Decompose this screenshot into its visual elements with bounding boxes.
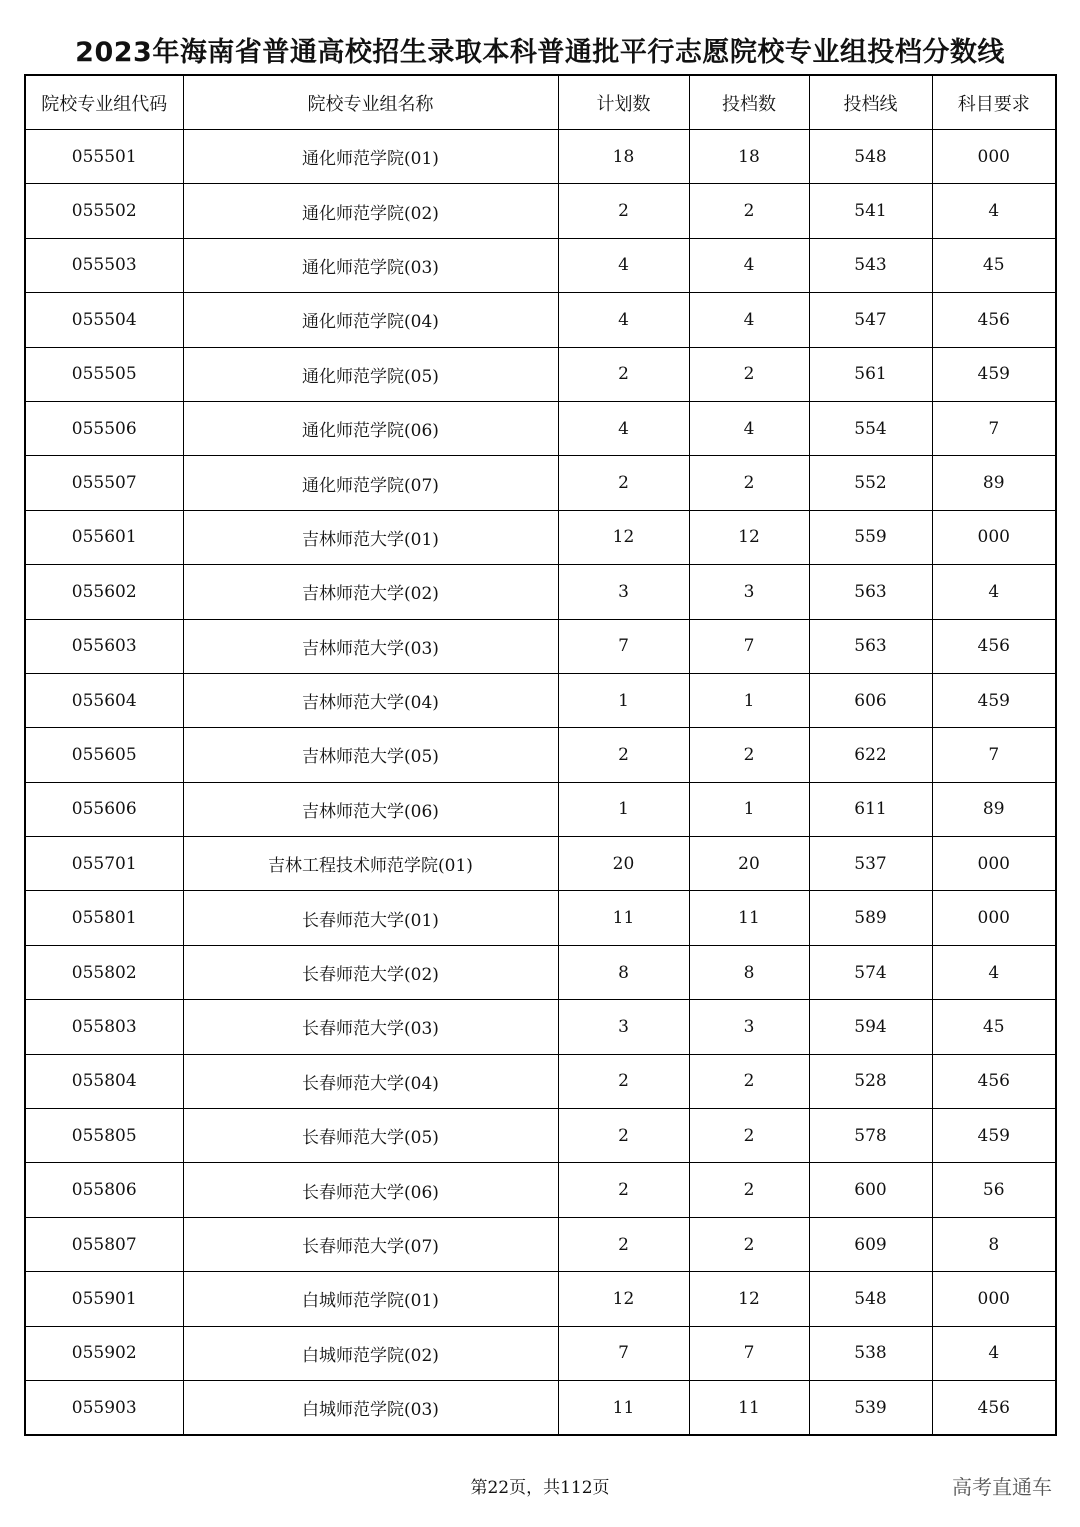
- cell-subject-req: 000: [932, 510, 1056, 564]
- cell-code: 055601: [25, 510, 183, 564]
- cell-score-line: 561: [809, 347, 932, 401]
- cell-admitted: 3: [689, 1000, 809, 1054]
- cell-admitted: 2: [689, 1217, 809, 1271]
- cell-score-line: 589: [809, 891, 932, 945]
- cell-subject-req: 000: [932, 130, 1056, 184]
- cell-name: 白城师范学院(02): [183, 1326, 558, 1380]
- table-row: [25, 456, 1056, 510]
- cell-score-line: 528: [809, 1054, 932, 1108]
- cell-score-line: 563: [809, 565, 932, 619]
- table-row: [25, 293, 1056, 347]
- cell-score-line: 537: [809, 837, 932, 891]
- cell-subject-req: 456: [932, 293, 1056, 347]
- watermark: 高考直通车: [952, 1475, 1052, 1499]
- page-number: 第22页，共112页: [470, 1478, 610, 1498]
- cell-admitted: 11: [689, 1380, 809, 1435]
- cell-code: 055802: [25, 945, 183, 999]
- cell-name: 长春师范大学(07): [183, 1217, 558, 1271]
- table-row: [25, 1054, 1056, 1108]
- cell-admitted: 4: [689, 238, 809, 292]
- cell-score-line: 606: [809, 673, 932, 727]
- cell-admitted: 12: [689, 1272, 809, 1326]
- cell-subject-req: 56: [932, 1163, 1056, 1217]
- cell-subject-req: 459: [932, 673, 1056, 727]
- table-row: [25, 184, 1056, 238]
- cell-admitted: 8: [689, 945, 809, 999]
- column-header-subject-req: 科目要求: [932, 75, 1056, 130]
- cell-subject-req: 89: [932, 456, 1056, 510]
- cell-admitted: 20: [689, 837, 809, 891]
- column-header-score-line: 投档线: [809, 75, 932, 130]
- cell-code: 055801: [25, 891, 183, 945]
- cell-code: 055803: [25, 1000, 183, 1054]
- cell-admitted: 7: [689, 1326, 809, 1380]
- table-body: [25, 130, 1056, 1436]
- cell-code: 055903: [25, 1380, 183, 1435]
- cell-admitted: 18: [689, 130, 809, 184]
- cell-code: 055503: [25, 238, 183, 292]
- cell-admitted: 4: [689, 401, 809, 455]
- table-row: [25, 1000, 1056, 1054]
- table-row: [25, 347, 1056, 401]
- cell-admitted: 2: [689, 347, 809, 401]
- cell-admitted: 1: [689, 782, 809, 836]
- cell-name: 通化师范学院(05): [183, 347, 558, 401]
- cell-plan: 8: [558, 945, 689, 999]
- cell-admitted: 2: [689, 184, 809, 238]
- cell-code: 055902: [25, 1326, 183, 1380]
- table-row: [25, 401, 1056, 455]
- cell-plan: 7: [558, 619, 689, 673]
- cell-name: 吉林师范大学(06): [183, 782, 558, 836]
- cell-admitted: 2: [689, 1163, 809, 1217]
- cell-score-line: 538: [809, 1326, 932, 1380]
- cell-code: 055506: [25, 401, 183, 455]
- table-row: [25, 565, 1056, 619]
- cell-admitted: 7: [689, 619, 809, 673]
- cell-plan: 1: [558, 782, 689, 836]
- cell-plan: 3: [558, 565, 689, 619]
- cell-plan: 2: [558, 1163, 689, 1217]
- cell-score-line: 548: [809, 130, 932, 184]
- cell-plan: 11: [558, 1380, 689, 1435]
- column-header-code: 院校专业组代码: [25, 75, 183, 130]
- table-header-row: [25, 75, 1056, 130]
- cell-name: 通化师范学院(06): [183, 401, 558, 455]
- cell-subject-req: 456: [932, 1380, 1056, 1435]
- cell-code: 055602: [25, 565, 183, 619]
- cell-subject-req: 000: [932, 837, 1056, 891]
- table-row: [25, 728, 1056, 782]
- cell-score-line: 611: [809, 782, 932, 836]
- score-table: [24, 74, 1057, 1436]
- cell-plan: 2: [558, 1054, 689, 1108]
- cell-score-line: 578: [809, 1109, 932, 1163]
- cell-subject-req: 4: [932, 565, 1056, 619]
- cell-code: 055805: [25, 1109, 183, 1163]
- cell-plan: 2: [558, 456, 689, 510]
- cell-score-line: 543: [809, 238, 932, 292]
- cell-code: 055501: [25, 130, 183, 184]
- cell-plan: 2: [558, 347, 689, 401]
- cell-score-line: 563: [809, 619, 932, 673]
- cell-score-line: 600: [809, 1163, 932, 1217]
- cell-name: 长春师范大学(04): [183, 1054, 558, 1108]
- cell-score-line: 552: [809, 456, 932, 510]
- cell-admitted: 12: [689, 510, 809, 564]
- cell-admitted: 2: [689, 1109, 809, 1163]
- cell-name: 长春师范大学(03): [183, 1000, 558, 1054]
- column-header-plan: 计划数: [558, 75, 689, 130]
- cell-name: 长春师范大学(01): [183, 891, 558, 945]
- cell-plan: 1: [558, 673, 689, 727]
- cell-subject-req: 4: [932, 184, 1056, 238]
- cell-name: 长春师范大学(06): [183, 1163, 558, 1217]
- cell-admitted: 3: [689, 565, 809, 619]
- cell-code: 055701: [25, 837, 183, 891]
- table-row: [25, 619, 1056, 673]
- cell-plan: 18: [558, 130, 689, 184]
- cell-subject-req: 7: [932, 728, 1056, 782]
- cell-admitted: 2: [689, 1054, 809, 1108]
- cell-score-line: 547: [809, 293, 932, 347]
- cell-code: 055806: [25, 1163, 183, 1217]
- table-row: [25, 130, 1056, 184]
- cell-score-line: 559: [809, 510, 932, 564]
- cell-plan: 11: [558, 891, 689, 945]
- cell-subject-req: 4: [932, 945, 1056, 999]
- cell-name: 白城师范学院(03): [183, 1380, 558, 1435]
- cell-plan: 2: [558, 184, 689, 238]
- cell-admitted: 11: [689, 891, 809, 945]
- cell-subject-req: 456: [932, 619, 1056, 673]
- cell-admitted: 2: [689, 456, 809, 510]
- cell-code: 055507: [25, 456, 183, 510]
- cell-code: 055604: [25, 673, 183, 727]
- cell-subject-req: 45: [932, 238, 1056, 292]
- cell-score-line: 622: [809, 728, 932, 782]
- cell-code: 055603: [25, 619, 183, 673]
- table-row: [25, 1272, 1056, 1326]
- table-row: [25, 1326, 1056, 1380]
- cell-name: 吉林师范大学(01): [183, 510, 558, 564]
- cell-subject-req: 45: [932, 1000, 1056, 1054]
- cell-subject-req: 000: [932, 891, 1056, 945]
- cell-name: 通化师范学院(03): [183, 238, 558, 292]
- cell-name: 吉林师范大学(03): [183, 619, 558, 673]
- cell-subject-req: 7: [932, 401, 1056, 455]
- cell-plan: 12: [558, 1272, 689, 1326]
- table-row: [25, 673, 1056, 727]
- cell-subject-req: 4: [932, 1326, 1056, 1380]
- cell-score-line: 609: [809, 1217, 932, 1271]
- cell-admitted: 4: [689, 293, 809, 347]
- cell-code: 055504: [25, 293, 183, 347]
- table-row: [25, 891, 1056, 945]
- cell-plan: 4: [558, 238, 689, 292]
- cell-score-line: 594: [809, 1000, 932, 1054]
- cell-name: 通化师范学院(04): [183, 293, 558, 347]
- cell-code: 055605: [25, 728, 183, 782]
- table-row: [25, 1163, 1056, 1217]
- cell-name: 吉林师范大学(02): [183, 565, 558, 619]
- cell-score-line: 541: [809, 184, 932, 238]
- cell-name: 通化师范学院(07): [183, 456, 558, 510]
- cell-code: 055807: [25, 1217, 183, 1271]
- cell-name: 白城师范学院(01): [183, 1272, 558, 1326]
- cell-name: 长春师范大学(05): [183, 1109, 558, 1163]
- page-title: 2023年海南省普通高校招生录取本科普通批平行志愿院校专业组投档分数线: [75, 37, 1005, 68]
- cell-admitted: 1: [689, 673, 809, 727]
- table-row: [25, 1217, 1056, 1271]
- table-row: [25, 782, 1056, 836]
- cell-score-line: 574: [809, 945, 932, 999]
- cell-name: 通化师范学院(01): [183, 130, 558, 184]
- cell-plan: 2: [558, 1109, 689, 1163]
- cell-subject-req: 8: [932, 1217, 1056, 1271]
- cell-plan: 3: [558, 1000, 689, 1054]
- table-row: [25, 510, 1056, 564]
- cell-plan: 4: [558, 401, 689, 455]
- cell-score-line: 548: [809, 1272, 932, 1326]
- cell-code: 055505: [25, 347, 183, 401]
- cell-code: 055901: [25, 1272, 183, 1326]
- table-row: [25, 1380, 1056, 1435]
- cell-score-line: 554: [809, 401, 932, 455]
- table-row: [25, 1109, 1056, 1163]
- cell-subject-req: 456: [932, 1054, 1056, 1108]
- cell-code: 055804: [25, 1054, 183, 1108]
- cell-plan: 4: [558, 293, 689, 347]
- cell-subject-req: 89: [932, 782, 1056, 836]
- cell-subject-req: 000: [932, 1272, 1056, 1326]
- cell-name: 长春师范大学(02): [183, 945, 558, 999]
- table-row: [25, 945, 1056, 999]
- cell-name: 吉林师范大学(04): [183, 673, 558, 727]
- cell-plan: 12: [558, 510, 689, 564]
- column-header-admitted: 投档数: [689, 75, 809, 130]
- cell-code: 055502: [25, 184, 183, 238]
- table-row: [25, 238, 1056, 292]
- cell-name: 吉林工程技术师范学院(01): [183, 837, 558, 891]
- cell-plan: 2: [558, 728, 689, 782]
- cell-subject-req: 459: [932, 1109, 1056, 1163]
- cell-subject-req: 459: [932, 347, 1056, 401]
- cell-plan: 7: [558, 1326, 689, 1380]
- cell-name: 吉林师范大学(05): [183, 728, 558, 782]
- column-header-name: 院校专业组名称: [183, 75, 558, 130]
- cell-code: 055606: [25, 782, 183, 836]
- cell-name: 通化师范学院(02): [183, 184, 558, 238]
- cell-admitted: 2: [689, 728, 809, 782]
- cell-plan: 20: [558, 837, 689, 891]
- cell-score-line: 539: [809, 1380, 932, 1435]
- cell-plan: 2: [558, 1217, 689, 1271]
- table-row: [25, 837, 1056, 891]
